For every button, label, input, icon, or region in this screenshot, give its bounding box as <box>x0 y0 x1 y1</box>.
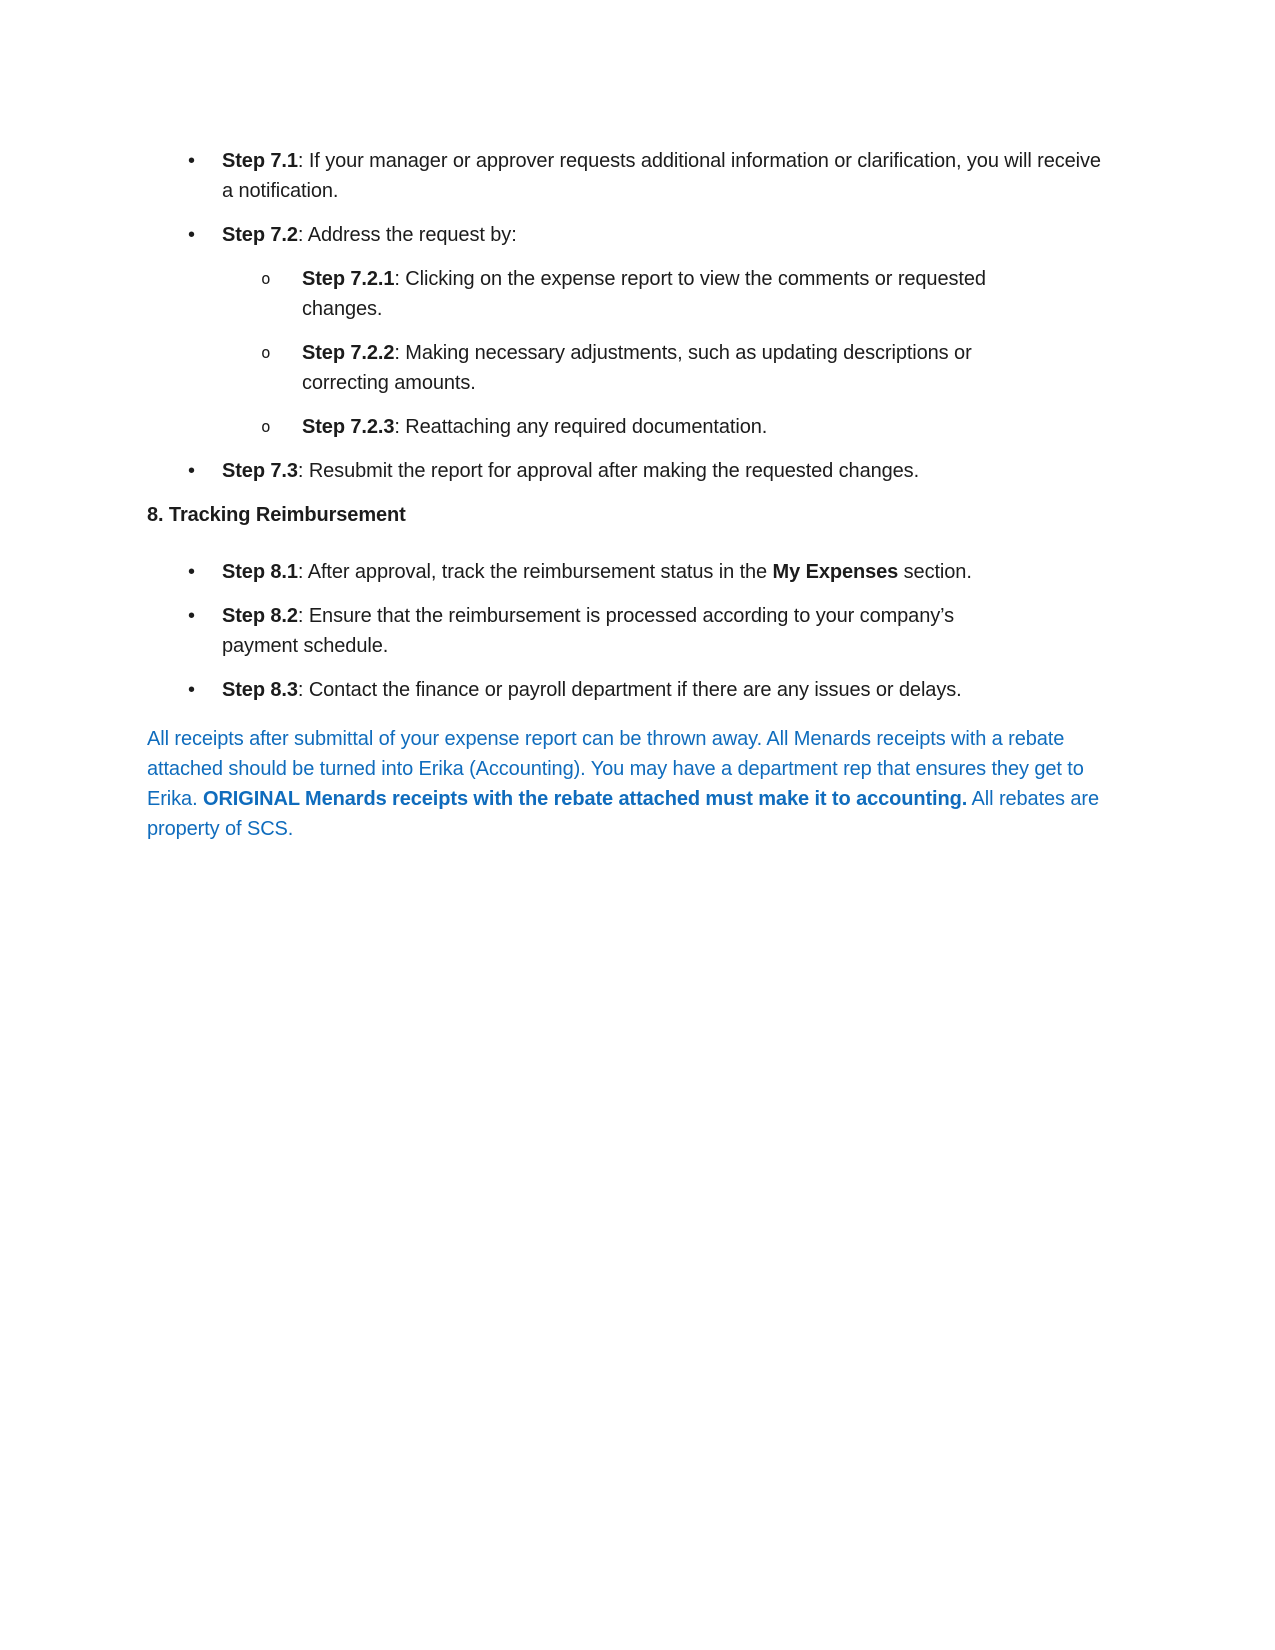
step-7-2-1-text <box>302 264 1062 324</box>
bullet-icon: • <box>188 150 195 172</box>
circle-bullet-icon: o <box>261 343 271 362</box>
step-8-1-text <box>222 557 1128 587</box>
step-label: Step 7.2 <box>222 224 298 246</box>
list-item-step-8-3 <box>147 675 1128 705</box>
circle-bullet-icon: o <box>261 269 271 288</box>
step-7-1-text <box>222 146 1112 206</box>
step-7-2-2-text <box>302 338 1062 398</box>
list-item-step-7-2-3 <box>147 412 1128 442</box>
bullet-icon: • <box>188 224 195 246</box>
closing-normal-text: All receipts after submittal of your expense report can be thrown away. All Menards receipts with a rebate attached should be turned into Erika (Accounting). You may have a department rep that ensures they get to Erika. <box>147 728 1084 810</box>
step-body: : Contact the finance or payroll department if there are any issues or delays. <box>297 679 962 701</box>
step-8-2-text <box>222 601 1022 661</box>
step-label: Step 7.1 <box>222 150 298 172</box>
list-item-step-7-1 <box>147 146 1128 206</box>
closing-note-paragraph <box>147 724 1128 844</box>
step-body: section. <box>898 561 972 583</box>
list-item-step-7-3 <box>147 456 1128 486</box>
step-7-3-text <box>222 456 1128 486</box>
section-heading-tracking-reimbursement: 8. Tracking Reimbursement <box>147 504 406 526</box>
step-label: Step 7.3 <box>222 460 298 482</box>
step-label: Step 8.3 <box>222 679 298 701</box>
list-item-step-7-2-1 <box>147 264 1128 324</box>
bullet-icon: • <box>188 605 195 627</box>
my-expenses-emphasis: My Expenses <box>772 561 899 583</box>
bullet-icon: • <box>188 460 195 482</box>
step-body: : If your manager or approver requests additional information or clarification, you will receive a notification. <box>222 150 1101 202</box>
step-body: : Address the request by: <box>297 224 517 246</box>
list-item-step-7-2 <box>147 220 1128 250</box>
step-body: : Resubmit the report for approval after making the requested changes. <box>297 460 920 482</box>
step-label: Step 7.2.1 <box>302 268 395 290</box>
step-7-2-text <box>222 220 1128 250</box>
step-body: : After approval, track the reimbursement status in the <box>297 561 773 583</box>
step-body: : Ensure that the reimbursement is processed according to your company’s payment schedule. <box>222 605 954 657</box>
step-body: : Reattaching any required documentation. <box>394 416 768 438</box>
step-body: : Clicking on the expense report to view the comments or requested changes. <box>302 268 986 320</box>
step-label: Step 8.2 <box>222 605 298 627</box>
page-content <box>147 146 1128 844</box>
closing-bold-text: ORIGINAL Menards receipts with the rebate attached must make it to accounting. <box>202 788 968 810</box>
step-7-2-3-text <box>302 412 1128 442</box>
step-label: Step 7.2.3 <box>302 416 395 438</box>
list-item-step-8-2 <box>147 601 1128 661</box>
step-label: Step 7.2.2 <box>302 342 395 364</box>
list-item-step-7-2-2 <box>147 338 1128 398</box>
step-label: Step 8.1 <box>222 561 298 583</box>
bullet-icon: • <box>188 679 195 701</box>
closing-normal-text: All rebates are property of SCS. <box>147 788 1100 840</box>
step-body: : Making necessary adjustments, such as updating descriptions or correcting amounts. <box>302 342 972 394</box>
circle-bullet-icon: o <box>261 417 271 436</box>
step-8-3-text <box>222 675 1128 705</box>
list-item-step-8-1 <box>147 557 1128 587</box>
bullet-icon: • <box>188 561 195 583</box>
